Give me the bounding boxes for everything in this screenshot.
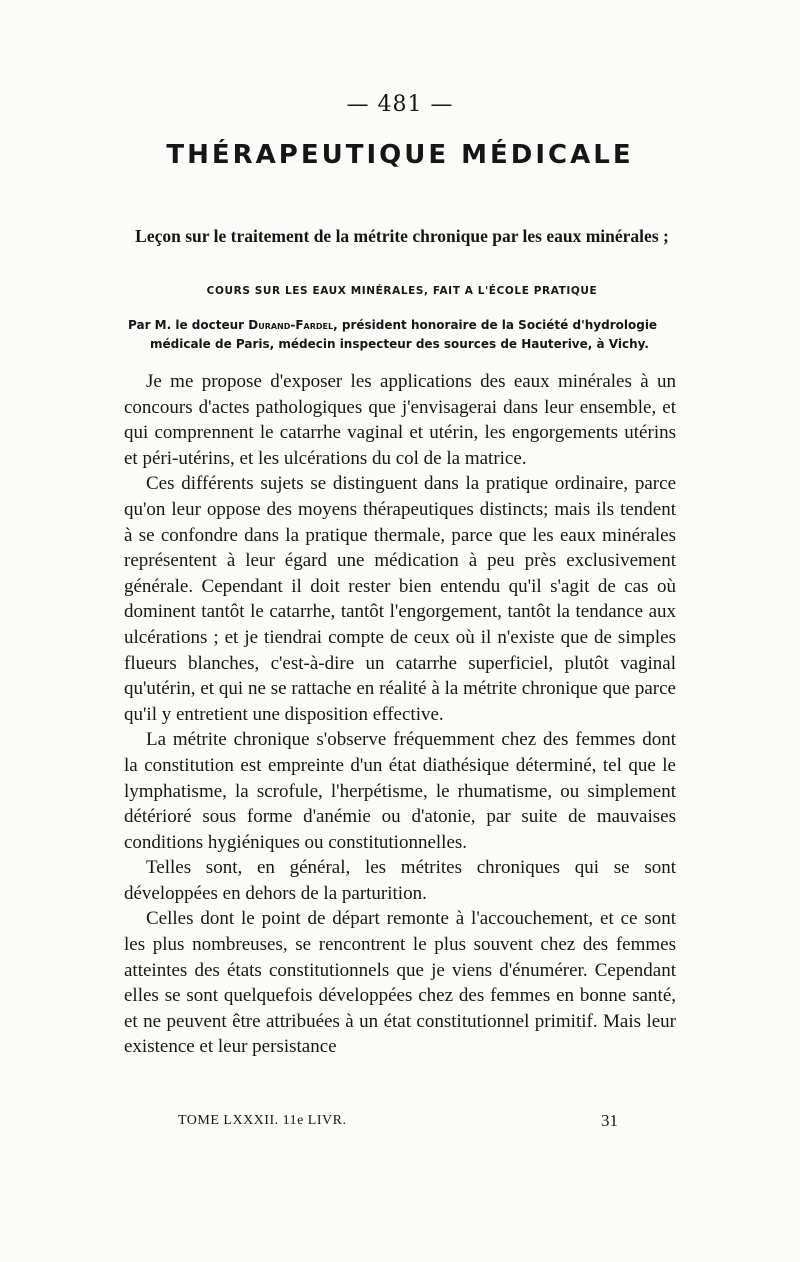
paragraph: Celles dont le point de départ remonte à l'accouchement, et ce sont les plus nombreuses, se rencontrent le plus souvent chez des femmes atteintes des états constitutionnels que je viens d'énumérer. Cependant elles se sont quelquefois développées chez des femmes en bonne santé, et ne peuvent être attribuées à un état constitutionnel primitif. Mais leur existence et leur persistance xyxy=(124,908,676,1058)
course-line: COURS SUR LES EAUX MINÉRALES, FAIT A L'ÉCOLE PRATIQUE xyxy=(206,285,598,297)
section-title: THÉRAPEUTIQUE MÉDICALE xyxy=(166,140,634,170)
body-text xyxy=(124,369,676,1060)
author-affiliation-1: , président honoraire de la Société d'hydrologie xyxy=(333,318,658,332)
page-number: — 481 — xyxy=(346,92,454,117)
paragraph: Ces différents sujets se distinguent dans la pratique ordinaire, parce qu'on leur oppose des moyens thérapeutiques distincts; mais ils tendent à se confondre dans la pratique thermale, parce que les eaux minérales représentent à leur égard une médication à peu près exclusivement générale. Cependant il doit rester bien entendu qu'il s'agit de cas où dominent tantôt le catarrhe, tantôt l'engorgement, tantôt la tendance aux ulcérations ; et je tiendrai compte de ceux où il n'existe que de simples flueurs blanches, c'est-à-dire un catarrhe superficiel, plutôt vaginal qu'utérin, et qui ne se rattache en réalité à la métrite chronique que parce qu'il y entretient une disposition effective. xyxy=(124,473,676,725)
author-prefix: Par M. le docteur xyxy=(128,318,249,332)
author-affiliation-2: médicale de Paris, médecin inspecteur des sources de Hauterive, à Vichy. xyxy=(150,337,649,351)
author-name: Durand-Fardel xyxy=(248,318,334,332)
paragraph: Telles sont, en général, les métrites chroniques qui se sont développées en dehors de la parturition. xyxy=(124,857,676,904)
author-byline xyxy=(128,316,676,354)
volume-issue-label: TOME LXXXII. 11e LIVR. xyxy=(178,1113,347,1128)
paragraph: Je me propose d'exposer les applications des eaux minérales à un concours d'actes pathologiques que j'envisagerai dans leur ensemble, et qui comprennent le catarrhe vaginal et utérin, les engorgements utérins et péri-utérins, et les ulcérations du col de la matrice. xyxy=(124,371,676,469)
lesson-title: Leçon sur le traitement de la métrite chronique par les eaux minérales ; xyxy=(135,226,669,246)
signature-number: 31 xyxy=(601,1111,618,1130)
paragraph: La métrite chronique s'observe fréquemment chez des femmes dont la constitution est empreinte d'un état diathésique déterminé, tel que le lymphatisme, la scrofule, l'herpétisme, le rhumatisme, ou simplement détérioré sous forme d'anémie ou d'atonie, par suite de mauvaises conditions hygiéniques ou constitutionnelles. xyxy=(124,729,676,853)
